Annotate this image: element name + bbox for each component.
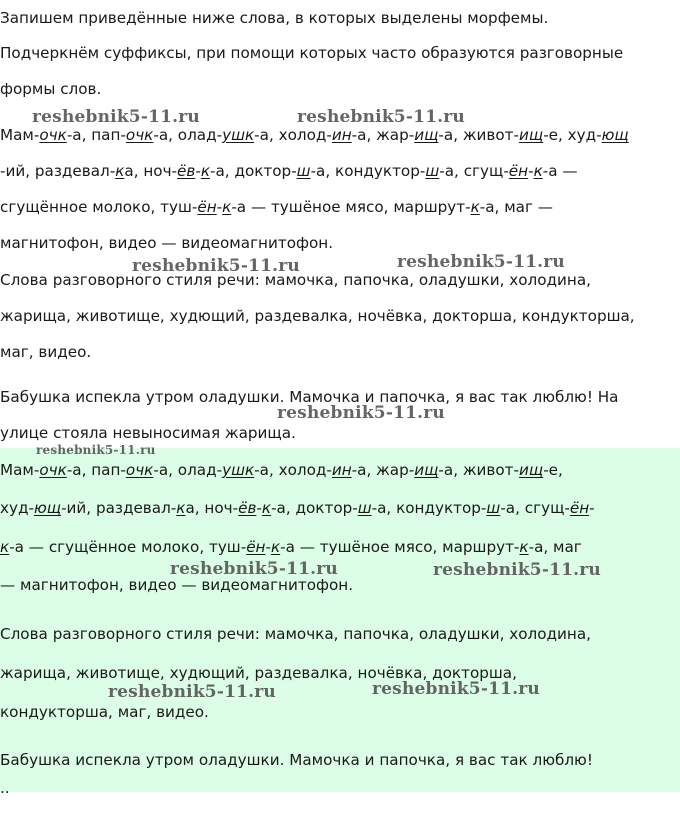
- suffix: ушк: [222, 126, 255, 144]
- watermark: reshebnik5-11.ru: [397, 252, 565, 272]
- suffix: ющ: [601, 126, 629, 144]
- sentence-top-line-2: улице стояла невыносимая жарища.: [0, 424, 296, 442]
- suffix: ш: [425, 162, 440, 180]
- suffix: к: [200, 162, 210, 180]
- suffix: ин: [331, 126, 352, 144]
- sentence-bottom-line-1: Бабушка испекла утром оладушки. Мамочка и папочка, я вас так люблю!: [0, 751, 593, 769]
- suffix: очк: [39, 461, 67, 479]
- suffix: очк: [125, 126, 154, 144]
- colloquial-bottom-line-2: жарища, животище, худющий, раздевалка, ночёвка, докторша,: [0, 664, 517, 682]
- words-bottom-line-2: худ-ющ-ий, раздевал-ка, ноч-ёв-к-а, доктор-ш-а, кондуктор-ш-а, сгущ-ён-: [0, 499, 595, 517]
- suffix: к: [115, 162, 125, 180]
- words-bottom-line-3: к-а — сгущённое молоко, туш-ён-к-а — тушёное мясо, маршрут-к-а, маг: [0, 538, 582, 556]
- suffix: ищ: [414, 461, 439, 479]
- words-bottom-line-1: Мам-очк-а, пап-очк-а, олад-ушк-а, холод-ин-а, жар-ищ-а, живот-ищ-е,: [0, 461, 563, 479]
- words-top-line-3: сгущённое молоко, туш-ён-к-а — тушёное мясо, маршрут-к-а, маг —: [0, 198, 553, 216]
- words-top-line-1: Мам-очк-а, пап-очк-а, олад-ушк-а, холод-ин-а, жар-ищ-а, живот-ищ-е, худ-ющ: [0, 126, 629, 144]
- suffix: ющ: [33, 499, 62, 517]
- suffix: ш: [296, 162, 311, 180]
- suffix: к: [222, 198, 232, 216]
- suffix: ён: [197, 198, 217, 216]
- suffix: очк: [125, 461, 154, 479]
- suffix: к: [270, 538, 281, 556]
- watermark: reshebnik5-11.ru: [170, 559, 338, 579]
- suffix: к: [470, 198, 480, 216]
- watermark: reshebnik5-11.ru: [32, 107, 200, 127]
- watermark: reshebnik5-11.ru: [372, 679, 540, 699]
- sentence-bottom-line-2: ..: [0, 779, 10, 797]
- intro-line-2: Подчеркнём суффиксы, при помощи которых часто образуются разговорные: [0, 44, 624, 62]
- suffix: ушк: [222, 461, 255, 479]
- suffix: к: [261, 499, 272, 517]
- words-top-line-4: магнитофон, видео — видеомагнитофон.: [0, 234, 334, 252]
- watermark: reshebnik5-11.ru: [297, 107, 465, 127]
- suffix: ш: [357, 499, 372, 517]
- suffix: к: [533, 162, 543, 180]
- suffix: к: [0, 538, 10, 556]
- sentence-top-line-1: Бабушка испекла утром оладушки. Мамочка и папочка, я вас так люблю! На: [0, 388, 619, 406]
- suffix: ищ: [519, 461, 544, 479]
- suffix: ищ: [519, 126, 544, 144]
- colloquial-top-line-3: маг, видео.: [0, 343, 92, 361]
- words-bottom-line-4: — магнитофон, видео — видеомагнитофон.: [0, 576, 354, 594]
- intro-line-3: формы слов.: [0, 80, 102, 98]
- intro-line-1: Запишем приведённые ниже слова, в которых выделены морфемы.: [0, 9, 549, 27]
- suffix: к: [176, 499, 186, 517]
- watermark: reshebnik5-11.ru: [108, 682, 276, 702]
- suffix: ш: [486, 499, 501, 517]
- suffix: ёв: [238, 499, 257, 517]
- suffix: ён: [569, 499, 590, 517]
- watermark: reshebnik5-11.ru: [277, 403, 445, 423]
- suffix: ищ: [414, 126, 439, 144]
- watermark: reshebnik5-11.ru: [433, 560, 601, 580]
- watermark: reshebnik5-11.ru: [132, 256, 300, 276]
- suffix: очк: [39, 126, 67, 144]
- suffix: ён: [508, 162, 529, 180]
- colloquial-top-line-1: Слова разговорного стиля речи: мамочка, папочка, оладушки, холодина,: [0, 271, 591, 289]
- watermark: reshebnik5-11.ru: [36, 443, 156, 457]
- suffix: ин: [331, 461, 352, 479]
- colloquial-top-line-2: жарища, животище, худющий, раздевалка, ночёвка, докторша, кондукторша,: [0, 307, 635, 325]
- words-top-line-2: -ий, раздевал-ка, ноч-ёв-к-а, доктор-ш-а, кондуктор-ш-а, сгущ-ён-к-а —: [0, 162, 578, 180]
- colloquial-bottom-line-1: Слова разговорного стиля речи: мамочка, папочка, оладушки, холодина,: [0, 625, 591, 643]
- suffix: ён: [246, 538, 266, 556]
- suffix: ёв: [177, 162, 196, 180]
- suffix: к: [519, 538, 529, 556]
- colloquial-bottom-line-3: кондукторша, маг, видео.: [0, 703, 209, 721]
